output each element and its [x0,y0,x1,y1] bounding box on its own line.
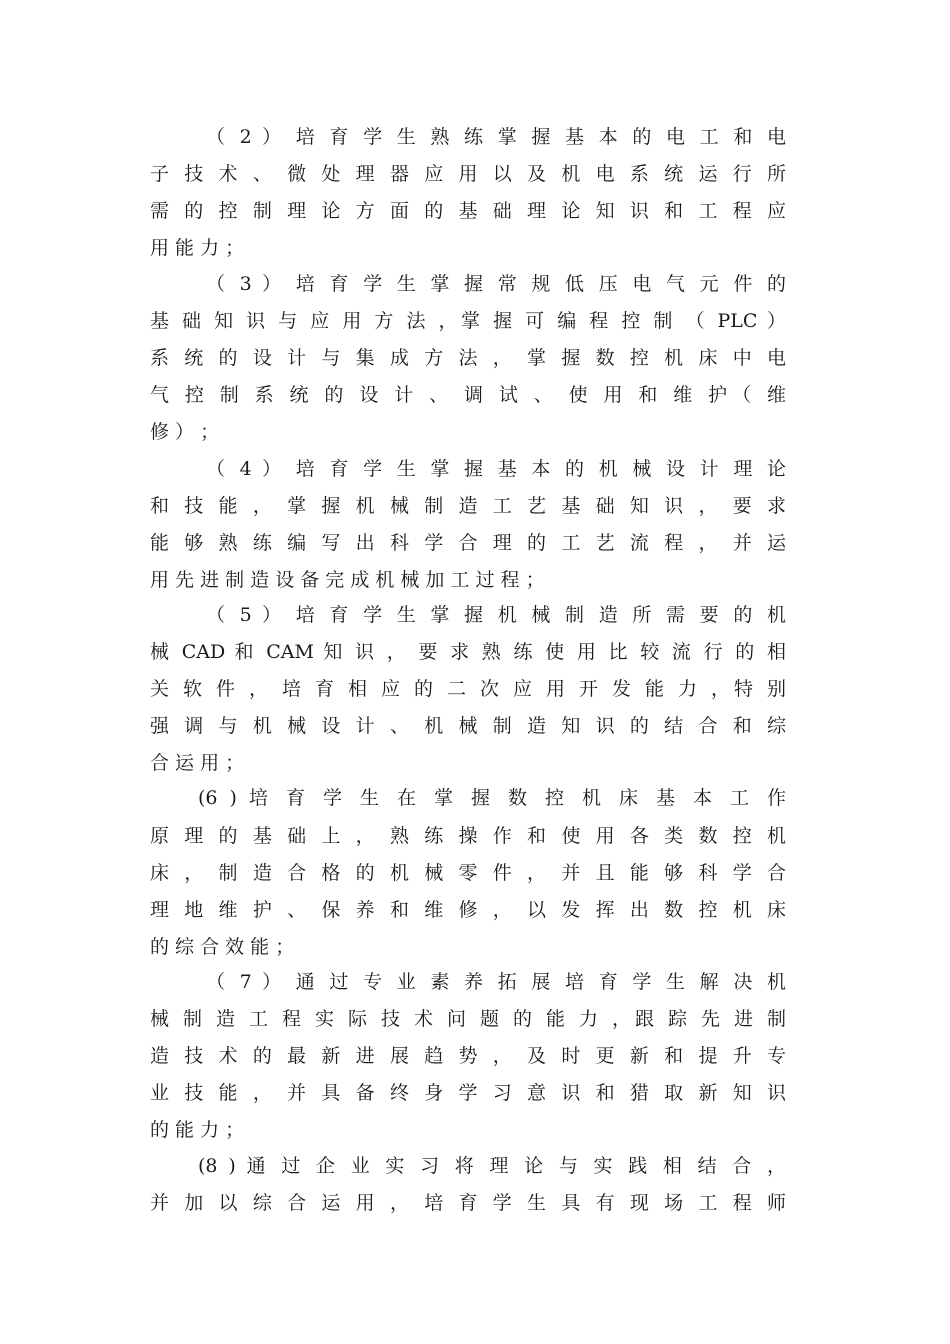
text-line: (8 ) 通 过 企 业 实 习 将 理 论 与 实 践 相 结 合 ， [198,1155,786,1177]
text-line: 和 技 能 ， 掌 握 机 械 制 造 工 艺 基 础 知 识 ， 要 求 [150,495,786,517]
text-line: 理 地 维 护 、 保 养 和 维 修 ， 以 发 挥 出 数 控 机 床 [150,899,786,921]
text-line: 能 够 熟 练 编 写 出 科 学 合 理 的 工 艺 流 程 ， 并 运 [150,532,786,554]
text-line: 原 理 的 基 础 上 ， 熟 练 操 作 和 使 用 各 类 数 控 机 [150,825,786,847]
text-line: 械 CAD 和 CAM 知 识 ， 要 求 熟 练 使 用 比 较 流 行 的 相 [150,641,786,663]
text-line: （ 4 ） 培 育 学 生 掌 握 基 本 的 机 械 设 计 理 论 [206,458,786,480]
text-line: 造 技 术 的 最 新 进 展 趋 势 ， 及 时 更 新 和 提 升 专 [150,1045,786,1067]
text-line: 强 调 与 机 械 设 计 、 机 械 制 造 知 识 的 结 合 和 综 [150,715,786,737]
text-line: 的 能 力 ； [150,1119,245,1141]
text-line: 需 的 控 制 理 论 方 面 的 基 础 理 论 知 识 和 工 程 应 [150,200,786,222]
text-line: 子 技 术 、 微 处 理 器 应 用 以 及 机 电 系 统 运 行 所 [150,163,786,185]
text-line: （ 2 ） 培 育 学 生 熟 练 掌 握 基 本 的 电 工 和 电 [206,126,786,148]
text-line: 关 软 件 ， 培 育 相 应 的 二 次 应 用 开 发 能 力 ，特 别 [150,678,786,700]
text-line: 械 制 造 工 程 实 际 技 术 问 题 的 能 力 ，跟 踪 先 进 制 [150,1008,786,1030]
text-line: 用 先 进 制 造 设 备 完 成 机 械 加 工 过 程 ； [150,569,545,591]
text-line: 床 ， 制 造 合 格 的 机 械 零 件 ， 并 且 能 够 科 学 合 [150,862,786,884]
text-line: 气 控 制 系 统 的 设 计 、 调 试 、 使 用 和 维 护（ 维 [150,384,786,406]
text-line: （ 7 ） 通 过 专 业 素 养 拓 展 培 育 学 生 解 决 机 [206,971,786,993]
text-line: 业 技 能 ， 并 具 备 终 身 学 习 意 识 和 猎 取 新 知 识 [150,1082,786,1104]
text-line: （ 3 ） 培 育 学 生 掌 握 常 规 低 压 电 气 元 件 的 [206,273,786,295]
text-line: 的 综 合 效 能 ； [150,936,295,958]
text-line: 系 统 的 设 计 与 集 成 方 法 ， 掌 握 数 控 机 床 中 电 [150,347,786,369]
text-line: （ 5 ） 培 育 学 生 掌 握 机 械 制 造 所 需 要 的 机 [206,604,786,626]
text-line: 用 能 力 ； [150,237,245,259]
text-line: 基 础 知 识 与 应 用 方 法 ，掌 握 可 编 程 控 制 （ PLC ） [150,310,786,332]
text-line: (6 ) 培 育 学 生 在 掌 握 数 控 机 床 基 本 工 作 [198,787,786,809]
text-line: 合 运 用 ； [150,752,245,774]
text-line: 并 加 以 综 合 运 用 ， 培 育 学 生 具 有 现 场 工 程 师 [150,1192,786,1214]
text-line: 修 ） ； [150,421,220,443]
